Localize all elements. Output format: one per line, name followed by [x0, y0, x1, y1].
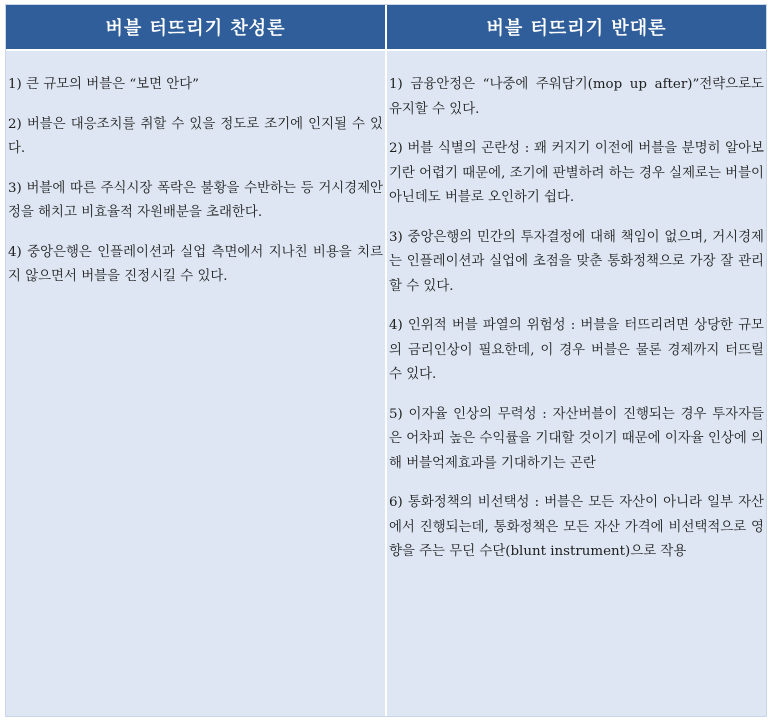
- con-item: 6) 통화정책의 비선택성 : 버블은 모든 자산이 아니라 일부 자산에서 진행되는데, 통화정책은 모든 자산 가격에 비선택적으로 영향을 주는 무딘 수단(blunt instrument)으로 작용: [389, 495, 764, 559]
- con-item: 1) 금융안정은 “나중에 주워담기(mop up after)”전략으로도 유지할 수 있다.: [389, 77, 764, 117]
- con-column-body: [387, 51, 766, 565]
- con-column-header: 버블 터뜨리기 반대론: [387, 5, 766, 51]
- con-column: [387, 5, 766, 716]
- pro-column-body: [6, 51, 385, 290]
- con-item: 4) 인위적 버블 파열의 위험성 : 버블을 터뜨리려면 상당한 규모의 금리인상이 필요한데, 이 경우 버블은 물론 경제까지 터뜨릴 수 있다.: [389, 318, 764, 382]
- comparison-table: [5, 4, 767, 717]
- con-item: 5) 이자율 인상의 무력성 : 자산버블이 진행되는 경우 투자자들은 어차피 높은 수익률을 기대할 것이기 때문에 이자율 인상에 의해 버블억제효과를 기대하기는 곤란: [389, 406, 764, 471]
- pro-item: 4) 중앙은행은 인플레이션과 실업 측면에서 지나친 비용을 치르지 않으면서 버블을 진정시킬 수 있다.: [8, 244, 383, 284]
- con-item: 3) 중앙은행의 민간의 투자결정에 대해 책임이 없으며, 거시경제는 인플레이션과 실업에 초점을 맞춘 통화정책으로 가장 잘 관리할 수 있다.: [389, 229, 764, 294]
- pro-item: 3) 버블에 따른 주식시장 폭락은 불황을 수반하는 등 거시경제안정을 해치고 비효율적 자원배분을 초래한다.: [8, 180, 383, 220]
- pro-item: 2) 버블은 대응조치를 취할 수 있을 정도로 조기에 인지될 수 있다.: [8, 116, 383, 156]
- pro-column: [6, 5, 387, 716]
- pro-column-header: 버블 터뜨리기 찬성론: [6, 5, 385, 51]
- con-item: 2) 버블 식별의 곤란성 : 꽤 커지기 이전에 버블을 분명히 알아보기란 어렵기 때문에, 조기에 판별하려 하는 경우 실제로는 버블이 아닌데도 버블로 오인하기 쉽다.: [389, 141, 764, 205]
- pro-item: 1) 큰 규모의 버블은 “보면 안다”: [8, 77, 200, 92]
